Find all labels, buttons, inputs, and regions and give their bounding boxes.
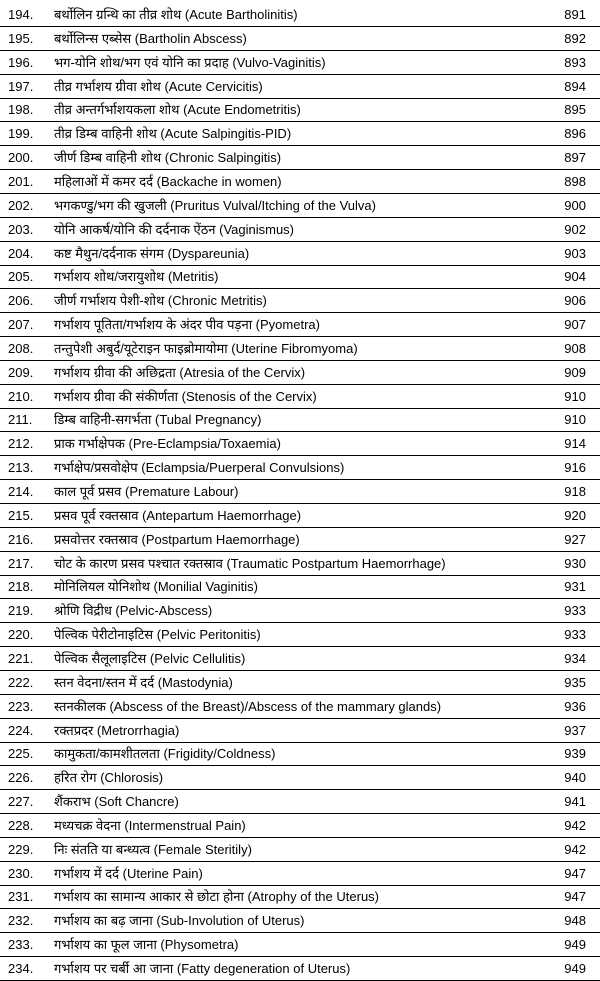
entry-title: महिलाओं में कमर दर्द (Backache in women) xyxy=(54,173,282,189)
entry-number: 195. xyxy=(8,30,34,46)
entry-page-number: 933 xyxy=(564,627,586,643)
index-row xyxy=(0,932,600,957)
entry-number: 231. xyxy=(8,889,34,905)
entry-page-number: 904 xyxy=(564,269,586,285)
index-row xyxy=(0,193,600,218)
entry-page-number: 920 xyxy=(564,507,586,523)
index-row xyxy=(0,694,600,719)
entry-number: 234. xyxy=(8,961,34,976)
entry-number: 211. xyxy=(8,412,33,428)
entry-title: मध्यचक्र वेदना (Intermenstrual Pain) xyxy=(54,817,246,833)
entry-page-number: 942 xyxy=(564,841,586,857)
entry-number: 208. xyxy=(8,340,34,356)
entry-number: 222. xyxy=(8,674,34,690)
entry-page-number: 909 xyxy=(564,364,586,380)
index-row xyxy=(0,264,600,289)
index-row xyxy=(0,2,600,27)
index-row xyxy=(0,97,600,122)
entry-title: गर्भाशय में दर्द (Uterine Pain) xyxy=(54,865,203,881)
entry-title: योनि आकर्ष/योनि की दर्दनाक ऐंठन (Vaginismus) xyxy=(54,221,295,237)
index-row xyxy=(0,479,600,504)
entry-page-number: 895 xyxy=(564,102,586,118)
entry-number: 218. xyxy=(8,579,34,595)
entry-number: 229. xyxy=(8,841,34,857)
entry-number: 200. xyxy=(8,150,34,166)
index-row xyxy=(0,527,600,552)
entry-page-number: 934 xyxy=(564,650,586,666)
entry-number: 216. xyxy=(8,531,34,547)
entry-page-number: 949 xyxy=(564,937,586,953)
entry-number: 210. xyxy=(8,388,34,404)
entry-title: गर्भाशय का बढ़ जाना (Sub-Involution of Uterus) xyxy=(54,913,305,929)
index-row xyxy=(0,765,600,790)
index-row xyxy=(0,431,600,456)
entry-title: पेल्विक सैलूलाइटिस (Pelvic Cellulitis) xyxy=(54,650,246,666)
entry-page-number: 907 xyxy=(564,317,586,333)
entry-title: गर्भाशय ग्रीवा की संकीर्णता (Stenosis of the Cervix) xyxy=(54,388,317,404)
entry-page-number: 908 xyxy=(564,340,586,356)
entry-title: चोट के कारण प्रसव पश्चात रक्तस्राव (Traumatic Postpartum Haemorrhage) xyxy=(54,555,446,571)
entry-page-number: 896 xyxy=(564,126,586,142)
entry-page-number: 893 xyxy=(564,54,586,70)
index-row xyxy=(0,956,600,981)
entry-title: बर्थोलिन ग्रन्थि का तीव्र शोथ (Acute Bartholinitis) xyxy=(54,7,298,22)
entry-page-number: 927 xyxy=(564,531,586,547)
entry-title: तन्तुपेशी अबुर्द/यूटेराइन फाइब्रोमायोमा (Uterine Fibromyoma) xyxy=(54,340,358,356)
entry-title: गर्भाशय पूतिता/गर्भाशय के अंदर पीव पड़ना (Pyometra) xyxy=(54,317,320,333)
entry-title: भग-योनि शोथ/भग एवं योनि का प्रदाह (Vulvo-Vaginitis) xyxy=(54,54,326,70)
entry-number: 196. xyxy=(8,54,34,70)
entry-page-number: 940 xyxy=(564,770,586,786)
entry-title: शैंकराभ (Soft Chancre) xyxy=(54,794,179,810)
entry-title: काल पूर्व प्रसव (Premature Labour) xyxy=(54,484,239,499)
entry-number: 205. xyxy=(8,269,34,285)
entry-page-number: 935 xyxy=(564,674,586,690)
entry-page-number: 937 xyxy=(564,722,586,738)
index-row xyxy=(0,217,600,242)
index-row xyxy=(0,360,600,385)
entry-page-number: 906 xyxy=(564,293,586,309)
index-row xyxy=(0,336,600,361)
entry-title: निः संतति या बन्ध्यत्व (Female Steritily) xyxy=(54,841,252,857)
entry-number: 204. xyxy=(8,245,34,261)
index-row xyxy=(0,837,600,862)
entry-number: 212. xyxy=(8,436,34,452)
entry-page-number: 947 xyxy=(564,889,586,905)
entry-number: 225. xyxy=(8,746,34,762)
entry-number: 219. xyxy=(8,603,34,619)
entry-number: 223. xyxy=(8,698,34,714)
index-row xyxy=(0,813,600,838)
entry-page-number: 939 xyxy=(564,746,586,762)
index-row xyxy=(0,169,600,194)
index-row xyxy=(0,74,600,99)
entry-number: 202. xyxy=(8,197,34,213)
entry-number: 213. xyxy=(8,460,34,476)
entry-number: 233. xyxy=(8,937,34,953)
entry-page-number: 892 xyxy=(564,30,586,46)
index-row xyxy=(0,908,600,933)
index-row xyxy=(0,598,600,623)
index-row xyxy=(0,646,600,671)
index-row xyxy=(0,121,600,146)
entry-title: तीव्र डिम्ब वाहिनी शोथ (Acute Salpingitis-PID) xyxy=(54,126,292,142)
index-row xyxy=(0,551,600,576)
entry-page-number: 900 xyxy=(564,197,586,213)
entry-title: तीव्र गर्भाशय ग्रीवा शोथ (Acute Cervicitis) xyxy=(54,78,263,94)
entry-title: प्रसव पूर्व रक्तस्राव (Antepartum Haemorrhage) xyxy=(54,507,302,523)
entry-number: 217. xyxy=(8,555,34,571)
entry-title: गर्भाक्षेप/प्रसवोक्षेप (Eclampsia/Puerperal Convulsions) xyxy=(54,460,345,476)
entry-number: 228. xyxy=(8,817,34,833)
index-row xyxy=(0,622,600,647)
entry-number: 230. xyxy=(8,865,34,881)
entry-page-number: 933 xyxy=(564,603,586,619)
entry-page-number: 891 xyxy=(564,7,586,22)
entry-number: 214. xyxy=(8,484,34,499)
entry-number: 201. xyxy=(8,173,34,189)
entry-page-number: 910 xyxy=(564,388,586,404)
entry-page-number: 894 xyxy=(564,78,586,94)
entry-page-number: 948 xyxy=(564,913,586,929)
entry-title: गर्भाशय पर चर्बी आ जाना (Fatty degeneration of Uterus) xyxy=(54,961,351,976)
entry-page-number: 902 xyxy=(564,221,586,237)
entry-title: जीर्ण गर्भाशय पेशी-शोथ (Chronic Metritis) xyxy=(54,293,267,309)
index-row xyxy=(0,789,600,814)
index-row xyxy=(0,288,600,313)
entry-title: स्तनकीलक (Abscess of the Breast)/Abscess of the mammary glands) xyxy=(54,698,442,714)
entry-title: पेल्विक पेरीटोनाइटिस (Pelvic Peritonitis) xyxy=(54,627,261,643)
entry-page-number: 910 xyxy=(564,412,586,428)
entry-number: 215. xyxy=(8,507,34,523)
entry-page-number: 941 xyxy=(564,794,586,810)
entry-title: तीव्र अन्तर्गर्भाशयकला शोथ (Acute Endometritis) xyxy=(54,102,301,118)
entry-number: 207. xyxy=(8,317,34,333)
entry-number: 220. xyxy=(8,627,34,643)
entry-title: कष्ट मैथुन/दर्दनाक संगम (Dyspareunia) xyxy=(54,245,250,261)
entry-number: 227. xyxy=(8,794,34,810)
entry-title: स्तन वेदना/स्तन में दर्द (Mastodynia) xyxy=(54,674,233,690)
entry-number: 194. xyxy=(8,7,34,22)
entry-number: 224. xyxy=(8,722,34,738)
entry-title: श्रोणि विद्रीध (Pelvic-Abscess) xyxy=(54,603,213,619)
entry-page-number: 897 xyxy=(564,150,586,166)
entry-number: 203. xyxy=(8,221,34,237)
entry-number: 198. xyxy=(8,102,34,118)
entry-title: जीर्ण डिम्ब वाहिनी शोथ (Chronic Salpingitis) xyxy=(54,150,282,166)
entry-title: डिम्ब वाहिनी-सगर्भता (Tubal Pregnancy) xyxy=(54,412,262,428)
index-row xyxy=(0,503,600,528)
entry-page-number: 903 xyxy=(564,245,586,261)
index-row xyxy=(0,241,600,266)
entry-number: 226. xyxy=(8,770,34,786)
index-row xyxy=(0,455,600,480)
entry-page-number: 931 xyxy=(564,579,586,595)
entry-page-number: 949 xyxy=(564,961,586,976)
entry-title: हरित रोग (Chlorosis) xyxy=(54,770,164,786)
index-row xyxy=(0,861,600,886)
entry-number: 197. xyxy=(8,78,34,94)
index-row xyxy=(0,312,600,337)
entry-page-number: 930 xyxy=(564,555,586,571)
entry-title: गर्भाशय शोथ/जरायुशोथ (Metritis) xyxy=(54,269,219,285)
entry-title: प्राक गर्भाक्षेपक (Pre-Eclampsia/Toxaemia) xyxy=(54,436,281,452)
index-row xyxy=(0,50,600,75)
index-row xyxy=(0,574,600,599)
entry-title: गर्भाशय का फूल जाना (Physometra) xyxy=(54,937,239,953)
entry-page-number: 918 xyxy=(564,484,586,499)
entry-number: 199. xyxy=(8,126,34,142)
entry-page-number: 947 xyxy=(564,865,586,881)
entry-number: 209. xyxy=(8,364,34,380)
entry-title: कामुकता/कामशीतलता (Frigidity/Coldness) xyxy=(54,746,276,762)
index-row xyxy=(0,26,600,51)
index-row xyxy=(0,407,600,432)
entry-title: भगकण्डु/भग की खुजली (Pruritus Vulval/Itching of the Vulva) xyxy=(54,197,376,213)
entry-page-number: 942 xyxy=(564,817,586,833)
entry-title: बर्थोलिन्स एब्सेस (Bartholin Abscess) xyxy=(54,30,247,46)
index-row xyxy=(0,670,600,695)
entry-title: मोनिलियल योनिशोथ (Monilial Vaginitis) xyxy=(54,579,258,595)
index-row xyxy=(0,884,600,909)
index-row xyxy=(0,741,600,766)
entry-page-number: 898 xyxy=(564,173,586,189)
index-row xyxy=(0,384,600,409)
entry-title: गर्भाशय का सामान्य आकार से छोटा होना (Atrophy of the Uterus) xyxy=(54,889,380,905)
entry-page-number: 914 xyxy=(564,436,586,452)
entry-page-number: 936 xyxy=(564,698,586,714)
entry-title: गर्भाशय ग्रीवा की अछिद्रता (Atresia of the Cervix) xyxy=(54,364,306,380)
index-row xyxy=(0,718,600,743)
entry-number: 232. xyxy=(8,913,34,929)
entry-number: 221. xyxy=(8,650,34,666)
entry-page-number: 916 xyxy=(564,460,586,476)
index-row xyxy=(0,145,600,170)
entry-title: प्रसवोत्तर रक्तस्राव (Postpartum Haemorrhage) xyxy=(54,531,300,547)
entry-title: रक्तप्रदर (Metrorrhagia) xyxy=(54,722,180,738)
entry-number: 206. xyxy=(8,293,34,309)
